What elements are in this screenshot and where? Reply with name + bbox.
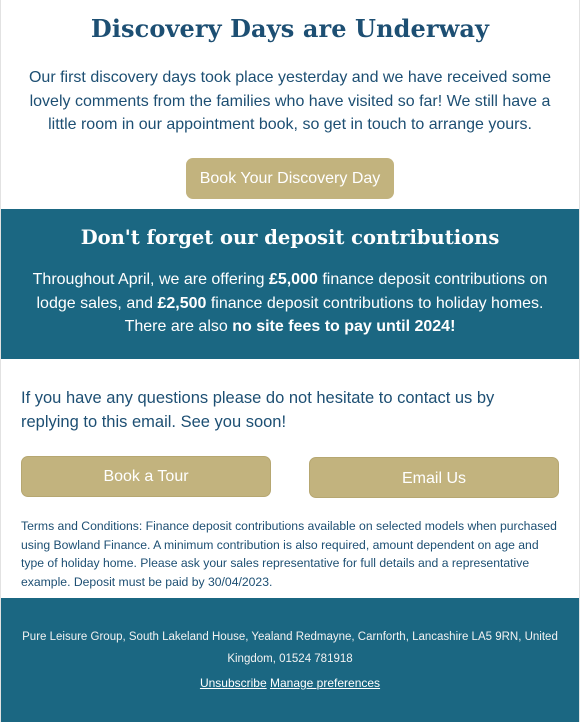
email-footer xyxy=(1,598,579,722)
discovery-days-heading: Discovery Days are Underway xyxy=(90,14,490,43)
deposit-contributions-section xyxy=(1,209,579,359)
terms-and-conditions: Terms and Conditions: Finance deposit contributions available on selected models when purchased using Bowland Finance. A minimum contribution is also required, amount dependent on age and type of holiday home. Please ask your sales representative for full details and a representative example. Deposit must be paid by 30/04/2023. xyxy=(21,519,557,589)
discovery-days-section xyxy=(1,0,579,209)
deposit-contributions-heading: Don't forget our deposit contributions xyxy=(80,226,500,249)
email-us-button[interactable]: Email Us xyxy=(309,457,559,498)
contact-buttons-row xyxy=(21,456,559,498)
holiday-home-deposit-amount: £2,500 xyxy=(157,294,207,312)
deposit-text-1: Throughout April, we are offering xyxy=(32,271,269,288)
discovery-days-body: Our first discovery days took place yesterday and we have received some lovely comments from the families who have visited so far! We still have a little room in our appointment book, so get in touch to arrange yours. xyxy=(28,69,552,133)
site-fees-highlight: no site fees to pay until 2024! xyxy=(232,318,456,335)
contact-question-text: If you have any questions please do not hesitate to contact us by replying to this email. See you soon! xyxy=(21,389,495,431)
company-address: Pure Leisure Group, South Lakeland House, Yealand Redmayne, Carnforth, Lancashire LA5 9RN, United Kingdom, 01524 781918 xyxy=(22,631,558,665)
manage-preferences-link[interactable]: Manage preferences xyxy=(269,676,381,690)
lodge-deposit-amount: £5,000 xyxy=(268,271,318,288)
deposit-text-3: finance deposit contributions to holiday homes. There are also xyxy=(124,294,544,335)
book-tour-button[interactable]: Book a Tour xyxy=(21,456,271,497)
book-discovery-day-button[interactable]: Book Your Discovery Day xyxy=(186,158,394,199)
deposit-text-2: finance deposit contributions on lodge sales, and xyxy=(36,271,548,312)
unsubscribe-link[interactable]: Unsubscribe xyxy=(199,676,267,690)
deposit-contributions-body xyxy=(18,268,563,339)
contact-section xyxy=(1,359,579,598)
footer-links xyxy=(1,674,579,692)
